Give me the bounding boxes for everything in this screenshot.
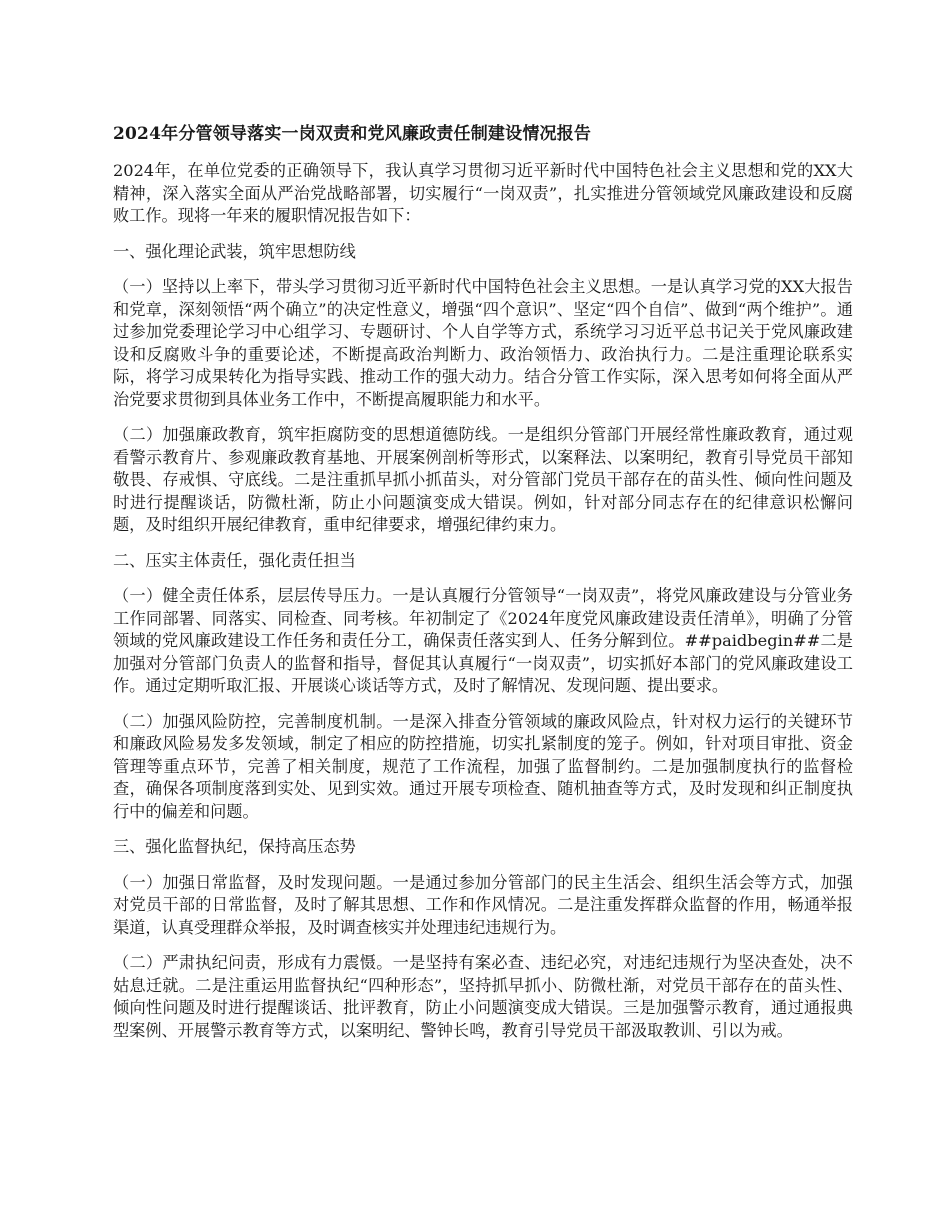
section-heading-3: 三、强化监督执纪，保持高压态势: [113, 837, 356, 856]
document-page: [113, 122, 853, 1055]
document-title: 2024年分管领导落实一岗双责和党风廉政责任制建设情况报告: [113, 124, 592, 144]
section-1-paragraph-1: （一）坚持以上率下，带头学习贯彻习近平新时代中国特色社会主义思想。一是认真学习党的XX大报告和党章，深刻领悟“两个确立”的决定性意义，增强“四个意识”、坚定“四个自信”、做到“两个维护”。通过参加党委理论学习中心组学习、专题研讨、个人自学等方式，系统学习习近平总书记关于党风廉政建设和反腐败斗争的重要论述，不断提高政治判断力、政治领悟力、政治执行力。二是注重理论联系实际，将学习成果转化为指导实践、推动工作的强大动力。结合分管工作实际，深入思考如何将全面从严治党要求贯彻到具体业务工作中，不断提高履职能力和水平。: [113, 277, 853, 409]
intro-paragraph: 2024年，在单位党委的正确领导下，我认真学习贯彻习近平新时代中国特色社会主义思想和党的XX大精神，深入落实全面从严治党战略部署，切实履行“一岗双责”，扎实推进分管领域党风廉政建设和反腐败工作。现将一年来的履职情况报告如下：: [113, 161, 853, 225]
section-heading-2: 二、压实主体责任，强化责任担当: [113, 550, 356, 570]
section-2-paragraph-1: （一）健全责任体系，层层传导压力。一是认真履行分管领导“一岗双责”，将党风廉政建设与分管业务工作同部署、同落实、同检查、同考核。年初制定了《2024年度党风廉政建设责任清单》，明确了分管领域的党风廉政建设工作任务和责任分工，确保责任落实到人、任务分解到位。##paidbegin##二是加强对分管部门负责人的监督和指导，督促其认真履行“一岗双责”，切实抓好本部门的党风廉政建设工作。通过定期听取汇报、开展谈心谈话等方式，及时了解情况、发现问题、提出要求。: [113, 586, 853, 695]
section-2-paragraph-2: （二）加强风险防控，完善制度机制。一是深入排查分管领域的廉政风险点，针对权力运行的关键环节和廉政风险易发多发领域，制定了相应的防控措施，切实扎紧制度的笼子。例如，针对项目审批、资金管理等重点环节，完善了相关制度，规范了工作流程，加强了监督制约。二是加强制度执行的监督检查，确保各项制度落到实处、见到实效。通过开展专项检查、随机抽查等方式，及时发现和纠正制度执行中的偏差和问题。: [113, 711, 853, 821]
section-heading-1: 一、强化理论武装，筑牢思想防线: [113, 241, 356, 261]
section-3-paragraph-2: （二）严肃执纪问责，形成有力震慑。一是坚持有案必查、违纪必究，对违纪违规行为坚决查处，决不姑息迁就。二是注重运用监督执纪“四种形态”，坚持抓早抓小、防微杜渐，对党员干部存在的苗头性、倾向性问题及时进行提醒谈话、批评教育，防止小问题演变成大错误。三是加强警示教育，通过通报典型案例、开展警示教育等方式，以案明纪、警钟长鸣，教育引导党员干部汲取教训、引以为戒。: [113, 953, 853, 1040]
section-1-paragraph-2: （二）加强廉政教育，筑牢拒腐防变的思想道德防线。一是组织分管部门开展经常性廉政教育，通过观看警示教育片、参观廉政教育基地、开展案例剖析等形式，以案释法、以案明纪，教育引导党员干部知敬畏、存戒惧、守底线。二是注重抓早抓小抓苗头，对分管部门党员干部存在的苗头性、倾向性问题及时进行提醒谈话，防微杜渐，防止小问题演变成大错误。例如，针对部分同志存在的纪律意识松懈问题，及时组织开展纪律教育，重申纪律要求，增强纪律约束力。: [113, 425, 853, 534]
section-3-paragraph-1: （一）加强日常监督，及时发现问题。一是通过参加分管部门的民主生活会、组织生活会等方式，加强对党员干部的日常监督，及时了解其思想、工作和作风情况。二是注重发挥群众监督的作用，畅通举报渠道，认真受理群众举报，及时调查核实并处理违纪违规行为。: [113, 872, 853, 937]
